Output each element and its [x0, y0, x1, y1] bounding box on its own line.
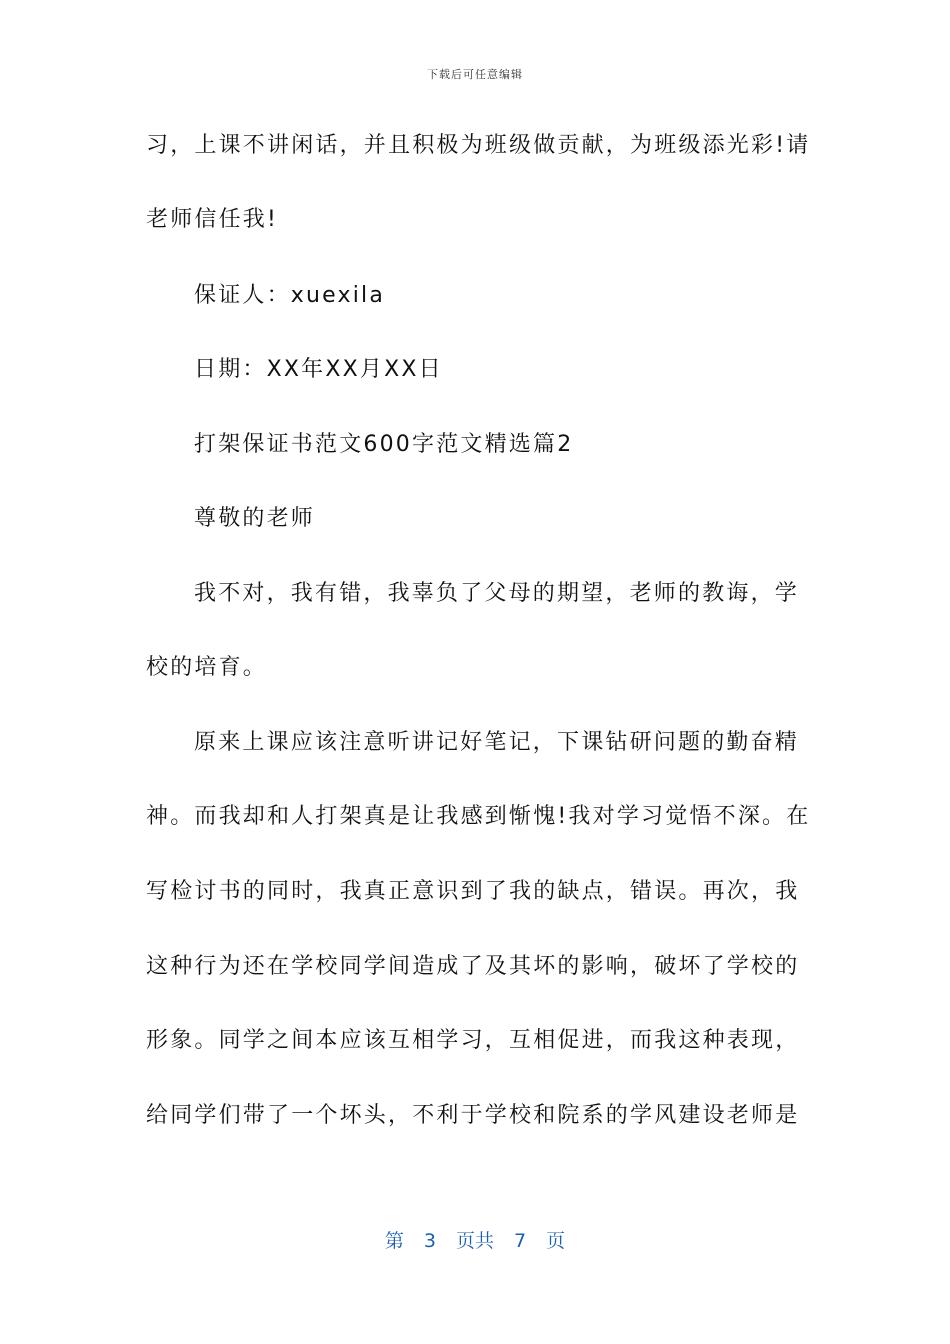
total-page-number: 7 [514, 1230, 527, 1252]
body-line: 习，上课不讲闲话，并且积极为班级做贡献，为班级添光彩!请 [146, 133, 811, 158]
body-line: 写检讨书的同时，我真正意识到了我的缺点，错误。再次，我 [146, 879, 800, 904]
page-middle-text: 页共 [455, 1230, 494, 1252]
body-line: 我不对，我有错，我辜负了父母的期望，老师的教诲，学 [194, 581, 800, 606]
body-line: 原来上课应该注意听讲记好笔记，下课钻研问题的勤奋精 [194, 730, 800, 755]
body-line: 校的培育。 [146, 655, 268, 680]
salutation: 尊敬的老师 [194, 506, 316, 531]
body-line: 老师信任我! [146, 207, 279, 232]
page-header-note: 下载后可任意编辑 [427, 68, 523, 81]
body-line: 这种行为还在学校同学间造成了及其坏的影响，破坏了学校的 [146, 954, 800, 979]
body-line: 给同学们带了一个坏头，不利于学校和院系的学风建设老师是 [146, 1103, 800, 1128]
section-title: 打架保证书范文600字范文精选篇2 [194, 432, 574, 457]
current-page-number: 3 [423, 1230, 436, 1252]
page-suffix: 页 [546, 1230, 566, 1252]
date-line: 日期：XX年XX月XX日 [194, 357, 443, 382]
body-line: 形象。同学之间本应该互相学习，互相促进，而我这种表现， [146, 1028, 800, 1053]
page-prefix: 第 [384, 1230, 404, 1252]
guarantor-line: 保证人：xuexila [194, 283, 386, 308]
page-number-footer [0, 1226, 950, 1253]
body-line: 神。而我却和人打架真是让我感到惭愧!我对学习觉悟不深。在 [146, 804, 811, 829]
